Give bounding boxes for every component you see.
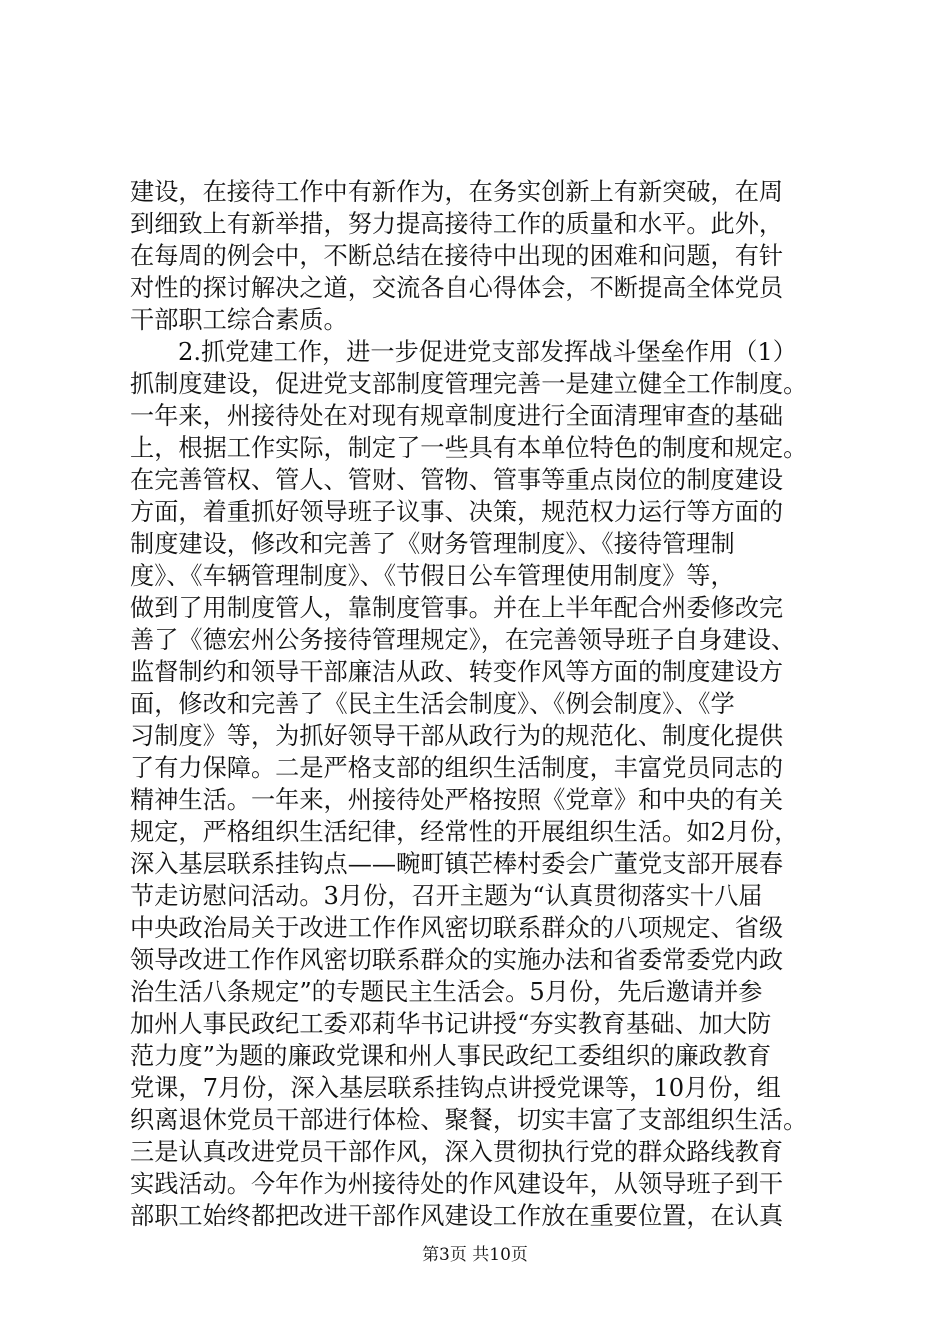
text-line: 深入基层联系挂钩点——畹町镇芒棒村委会广董党支部开展春	[130, 850, 784, 878]
text-line: 对性的探讨解决之道，交流各自心得体会，不断提高全体党员	[130, 274, 784, 302]
text-line: 在每周的例会中，不断总结在接待中出现的困难和问题，有针	[130, 242, 784, 270]
text-line: 实践活动。今年作为州接待处的作风建设年，从领导班子到干	[130, 1170, 784, 1198]
text-line: 范力度”为题的廉政党课和州人事民政纪工委组织的廉政教育	[130, 1042, 772, 1070]
text-line: 度》、《车辆管理制度》、《节假日公车管理使用制度》等，	[130, 562, 735, 590]
text-line: 建设，在接待工作中有新作为，在务实创新上有新突破，在周	[130, 178, 784, 206]
section-heading-line: 2.抓党建工作，进一步促进党支部发挥战斗堡垒作用（1）	[178, 338, 797, 366]
body-text	[130, 176, 835, 1232]
text-line: 抓制度建设，促进党支部制度管理完善一是建立健全工作制度。	[130, 370, 808, 398]
text-line: 领导改进工作作风密切联系群众的实施办法和省委常委党内政	[130, 946, 784, 974]
text-line: 方面，着重抓好领导班子议事、决策，规范权力运行等方面的	[130, 498, 784, 526]
text-line: 面，修改和完善了《民主生活会制度》、《例会制度》、《学	[130, 690, 735, 718]
text-line: 织离退休党员干部进行体检、聚餐，切实丰富了支部组织生活。	[130, 1106, 808, 1134]
text-line: 上，根据工作实际，制定了一些具有本单位特色的制度和规定。	[130, 434, 808, 462]
text-line: 一年来，州接待处在对现有规章制度进行全面清理审查的基础	[130, 402, 784, 430]
text-line: 了有力保障。二是严格支部的组织生活制度，丰富党员同志的	[130, 754, 784, 782]
text-line: 制度建设，修改和完善了《财务管理制度》、《接待管理制	[130, 530, 735, 558]
text-line: 部职工始终都把改进干部作风建设工作放在重要位置，在认真	[130, 1202, 784, 1230]
text-line: 加州人事民政纪工委邓莉华书记讲授“夯实教育基础、加大防	[130, 1010, 772, 1038]
text-line: 三是认真改进党员干部作风，深入贯彻执行党的群众路线教育	[130, 1138, 784, 1166]
text-line: 治生活八条规定”的专题民主生活会。5月份，先后邀请并参	[130, 978, 763, 1006]
text-line: 中央政治局关于改进工作作风密切联系群众的八项规定、省级	[130, 914, 784, 942]
page-number-footer: 第3页 共10页	[422, 1245, 528, 1265]
text-line: 党课，7月份，深入基层联系挂钩点讲授党课等，10月份，组	[130, 1074, 781, 1102]
text-line: 干部职工综合素质。	[130, 306, 348, 334]
text-line: 监督制约和领导干部廉洁从政、转变作风等方面的制度建设方	[130, 658, 784, 686]
text-line: 做到了用制度管人，靠制度管事。并在上半年配合州委修改完	[130, 594, 784, 622]
text-line: 善了《德宏州公务接待管理规定》，在完善领导班子自身建设、	[130, 626, 796, 654]
text-line: 在完善管权、管人、管财、管物、管事等重点岗位的制度建设	[130, 466, 784, 494]
text-line: 节走访慰问活动。3月份，召开主题为“认真贯彻落实十八届	[130, 882, 763, 910]
text-line: 精神生活。一年来，州接待处严格按照《党章》和中央的有关	[130, 786, 784, 814]
text-line: 规定，严格组织生活纪律，经常性的开展组织生活。如2月份，	[130, 818, 799, 846]
text-line: 习制度》等，为抓好领导干部从政行为的规范化、制度化提供	[130, 722, 784, 750]
text-line: 到细致上有新举措，努力提高接待工作的质量和水平。此外，	[130, 210, 784, 238]
